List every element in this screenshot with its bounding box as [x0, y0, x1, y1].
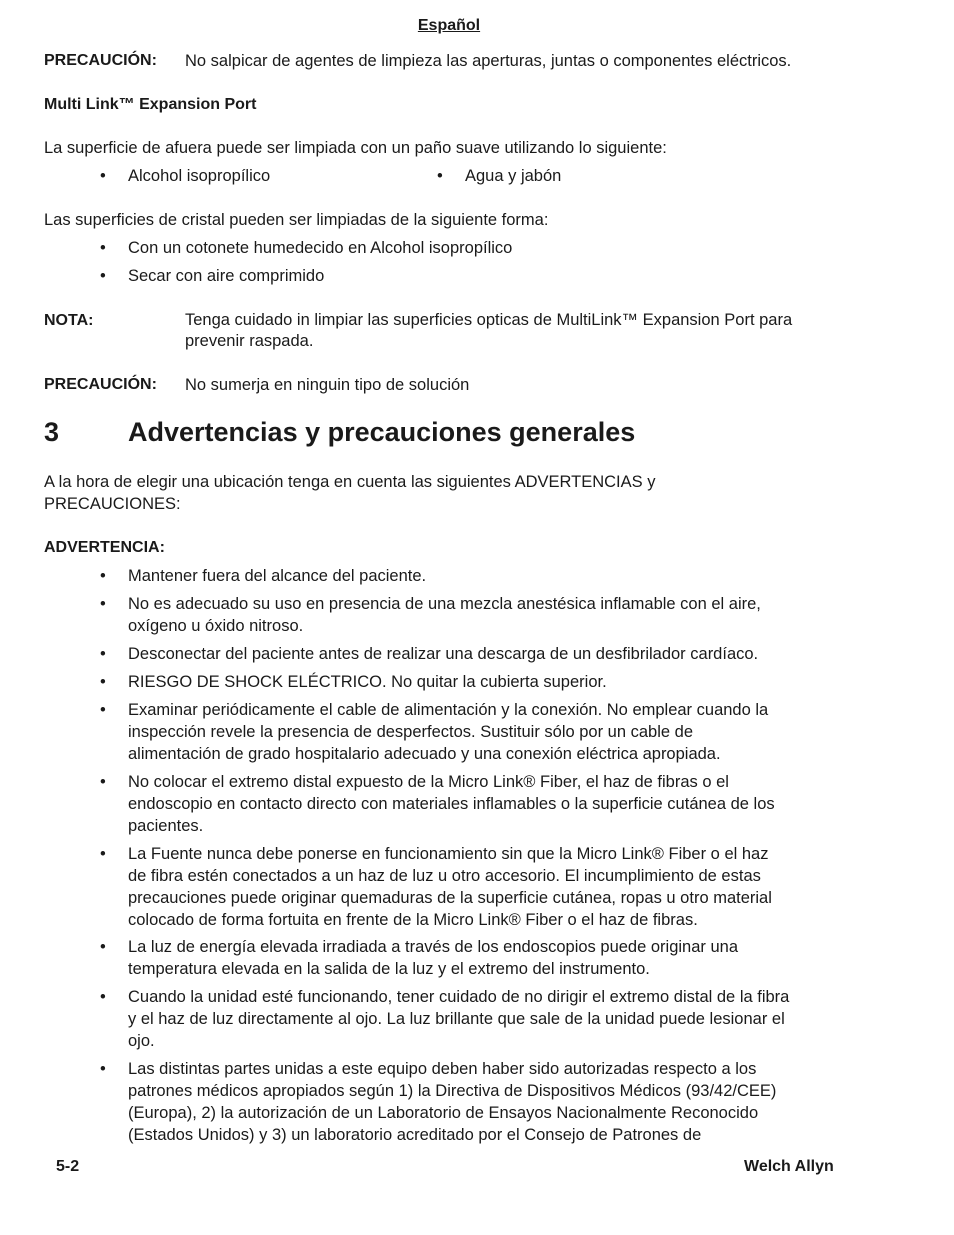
chapter-intro-line: PRECAUCIONES: — [44, 495, 181, 513]
warning-item-line: Examinar periódicamente el cable de alimentación y la conexión. No emplear cuando la — [128, 701, 769, 719]
bullet-icon: • — [100, 845, 106, 863]
chapter-title: Advertencias y precauciones generales — [128, 417, 636, 447]
warning-item-line: (Estados Unidos) y 3) un laboratorio acreditado por el Consejo de Patrones de — [128, 1126, 702, 1144]
bullet-icon: • — [437, 167, 443, 185]
warning-item-line: pacientes. — [128, 817, 204, 835]
bullet-icon: • — [100, 988, 106, 1006]
warning-item-line: inspección revele la presencia de desperfectos. Sustituir sólo por un cable de — [128, 723, 693, 741]
chapter-number: 3 — [44, 417, 60, 447]
warning-item-line: La luz de energía elevada irradiada a través de los endoscopios puede originar una — [128, 938, 739, 956]
bullet-icon: • — [100, 773, 106, 791]
bullet-icon: • — [100, 938, 106, 956]
bullet-icon: • — [100, 673, 106, 691]
caution-text: No salpicar de agentes de limpieza las aperturas, juntas o componentes eléctricos. — [185, 52, 792, 70]
caution-label: PRECAUCIÓN: — [44, 376, 157, 393]
note-line: Tenga cuidado in limpiar las superficies opticas de MultiLink™ Expansion Port para — [185, 311, 793, 329]
clean-item: Alcohol isopropílico — [128, 167, 271, 185]
warning-item-line: No colocar el extremo distal expuesto de la Micro Link® Fiber, el haz de fibras o el — [128, 773, 729, 791]
warning-item-line: La Fuente nunca debe ponerse en funcionamiento sin que la Micro Link® Fiber o el haz — [128, 845, 769, 863]
section-intro: La superficie de afuera puede ser limpiada con un paño suave utilizando lo siguiente: — [44, 139, 667, 157]
warning-item-line: de fibra estén conectados a un haz de luz u otro accesorio. El incumplimiento de estas — [128, 867, 761, 885]
bullet-icon: • — [100, 167, 106, 185]
warning-item-line: alimentación de grado hospitalario adecuado y una conexión eléctrica apropiada. — [128, 745, 721, 763]
bullet-icon: • — [100, 595, 106, 613]
warning-item-line: endoscopio en contacto directo con materiales inflamables o la superficie cutánea de los — [128, 795, 775, 813]
warning-item-line: RIESGO DE SHOCK ELÉCTRICO. No quitar la cubierta superior. — [128, 673, 607, 691]
caution-text: No sumerja en ninguin tipo de solución — [185, 376, 470, 394]
warning-label: ADVERTENCIA: — [44, 539, 165, 556]
chapter-intro-line: A la hora de elegir una ubicación tenga en cuenta las siguientes ADVERTENCIAS y — [44, 473, 656, 491]
note-label: NOTA: — [44, 312, 94, 329]
warning-item-line: colocado de forma fortuita en frente de la Micro Link® Fiber o el haz de fibras. — [128, 911, 698, 929]
bullet-icon: • — [100, 567, 106, 585]
warning-item-line: y el haz de luz directamente al ojo. La luz brillante que sale de la unidad puede lesionar el — [128, 1010, 785, 1028]
glass-item: Con un cotonete humedecido en Alcohol isopropílico — [128, 239, 513, 257]
warning-item-line: Cuando la unidad esté funcionando, tener cuidado de no dirigir el extremo distal de la fibra — [128, 988, 790, 1006]
glass-intro: Las superficies de cristal pueden ser limpiadas de la siguiente forma: — [44, 211, 549, 229]
section-title: Multi Link™ Expansion Port — [44, 96, 257, 113]
warning-item-line: Mantener fuera del alcance del paciente. — [128, 567, 427, 585]
clean-item: Agua y jabón — [465, 167, 562, 185]
page-number: 5-2 — [56, 1158, 80, 1175]
caution-label: PRECAUCIÓN: — [44, 52, 157, 69]
warning-item-line: precauciones puede originar quemaduras de la superficie cutánea, ropas u otro material — [128, 889, 772, 907]
warning-item-line: patrones médicos apropiados según 1) la Directiva de Dispositivos Médicos (93/42/CEE) — [128, 1082, 777, 1100]
glass-item: Secar con aire comprimido — [128, 267, 325, 285]
note-line: prevenir raspada. — [185, 332, 314, 350]
bullet-icon: • — [100, 1060, 106, 1078]
warning-item-line: oxígeno u óxido nitroso. — [128, 617, 304, 635]
bullet-icon: • — [100, 645, 106, 663]
bullet-icon: • — [100, 701, 106, 719]
warning-item-line: temperatura elevada en la salida de la luz y el extremo del instrumento. — [128, 960, 650, 978]
warning-item-line: Las distintas partes unidas a este equipo deben haber sido autorizadas respecto a los — [128, 1060, 757, 1078]
language-heading: Español — [417, 17, 481, 34]
bullet-icon: • — [100, 239, 106, 257]
bullet-icon: • — [100, 267, 106, 285]
warning-item-line: ojo. — [128, 1032, 155, 1050]
footer-brand: Welch Allyn — [744, 1158, 834, 1175]
warning-item-line: No es adecuado su uso en presencia de una mezcla anestésica inflamable con el aire, — [128, 595, 761, 613]
warning-item-line: Desconectar del paciente antes de realizar una descarga de un desfibrilador cardíaco. — [128, 645, 759, 663]
warning-item-line: (Europa), 2) la autorización de un Laboratorio de Ensayos Nacionalmente Reconocido — [128, 1104, 759, 1122]
